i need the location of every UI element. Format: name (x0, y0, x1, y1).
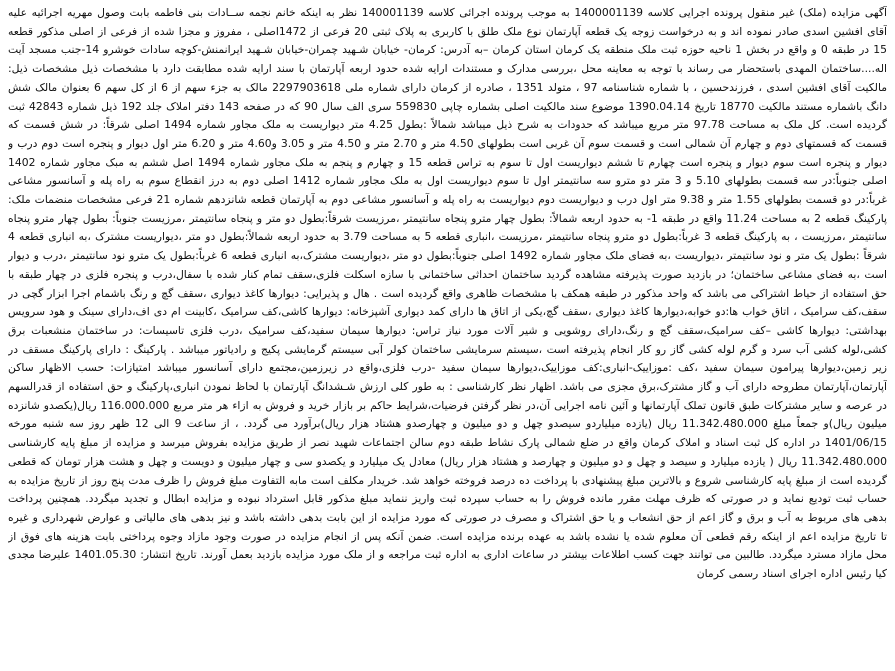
auction-notice-body: آگهی مزایده (ملک) غیر منقول پرونده اجرایی کلاسه 1400001139 به موجب پرونده اجرائی کلاسه 140001139 نظر به اینکه خانم نجمه ســادات بنی فاطمه بابت وصول مهریه اجرائیه علیه آقای افشین اسدی صادر نموده اند و به درخواست زوجه یک قطعه آپارتمان نوع ملک طلق با کاربری به پلاک ثبتی 20 فرعی از 1472اصلی ، مفروز و مجزا شده از فرعی از اصلی مذکور قطعه 15 در طبقه 0 و واقع در بخش 1 ناحیه حوزه ثبت ملک منطقه یک کرمان استان کرمان –به آدرس: کرمان- خیابان شـهید چمران-خیابان شـهید ایرانمنش-کوچه سادات خوشرو 14-جنب مسجد آیت اله....ساختمان المهدی باستحضار می رساند با توجه به معاینه محل ،بررسی مدارک و مستندات ارایه شده حدود اربعه آپارتمان با سند ارایه شده مطابقت دارد با مشخصات ذیل مشخصات ذیل: مالکیت آقای افشین اسدی ، فرزندحسین ، با شماره شناسنامه 97 ، متولد 1351 ، صادره از کرمان دارای شماره ملی 2297903618 مالک به جزء سهم از 6 از کل سهم 6 بعنوان مالک شش دانگ باشماره مستند مالکیت 18770 تاریخ 1390.04.14 موضوع سند مالکیت اصلی بشماره چاپی 559830 سری الف سال 90 که در صفحه 143 دفتر املاک جلد 192 ذیل شماره 42843 ثبت گردیده است. کل ملک به مساحت 97.78 متر مربع میباشد که حدودات به شرح ذیل میباشد شمالاً :بطول 4.25 متر دیواریست به ملک مجاور شماره 1494 اصلی شرقاً: در شش قسمت که قسمت که قسمتهای دوم و چهارم آن شمالی است و قسمت سوم آن غربی است بطولهای 4.50 متر و 2.70 متر و 4.50 متر و 3.05 و4.60 متر و 6.20 متر اول دیوار و پنجره است دوم درب و دیوار و پنجره است سوم دیوار و پنجره است چهارم تا ششم دیواریست اول تا سوم به تراس قطعه 15 و چهارم و پنجم به ملک مجاور شماره 1494 اصل ششم به مبک مجاور شماره 1402 اصلی جنوباً:در سه قسمت بطولهای 5.10 و 3 متر دو مترو سه سانتیمتر اول تا سوم دیواریست اول به ملک مجاور شماره 1412 اصلی دوم به درز انقطاع سوم به راه پله و آسانسور مشاعی غرباً:در دو قسمت بطولهای 1.55 متر و 9.38 متر اول درب و دیواریست دوم دیواریست به راه پله و آسانسور مشاعی دوم به آپارتمان قطعه شانزدهم شماره 21 فرعی مشخصات منضمات ملک: پارکینگ قطعه 2 به مساحت 11.24 واقع در طبقه 1- به حدود اربعه شمالاً: بطول چهار مترو پنجاه سانتیمتر ،مرزیست شرقاً:بطول دو متر و پنجاه سانتیمتر ،مرزیست جنوباً: بطول چهار مترو پنجاه سانتیمتر ،مرزیست ، به پارکینگ قطعه 3 غرباً:بطول دو مترو پنجاه سانتیمتر ،مرزیست ،انباری قطعه 5 به مساحت 3.79 به حدود اربعه شمالاً:بطول دو متر ،دیواریست مشترک ،به انباری قطعه 4 شرقاً :بطول یک متر و نود سانتیمتر ،دیواریست ،به فضای ملک مجاور شماره 1492 اصلی جنوباً:بطول دو متر ،دیواریست مشترک،به انباری قطعه 6 غرباً:بطول یک مترو نود سانتیمتر ،درب و دیوار است ،به فضای مشاعی ساختمان؛ در بازدید صورت پذیرفته مشاهده گردید ساختمان احداثی ساختمانی با سازه اسکلت فلزی،سقف تمام کنار شده با سفال،درب و پنجره فلزی در چهار طبقه با حق استفاده از حیاط اشتراکی می باشد که واحد مذکور در طبقه همکف با مشخصات ظاهری واقع گردیده است . هال و پذیرایی: دیوارها کاغذ دیواری ،سقف گچ و رنگ باشمام اجرا ابزار گچی در سقف،کف سرامیک ، اتاق خواب ها:دو خوابه،دیوارها کاغذ دیواری ،سقف گچ،یکی از اتاق ها دارای کمد دیواری آشپزخانه: دیوارها کاشی،کف سرامیک ،کابینت ام دی اف،دارای سینک و هود سرویس بهداشتی: دیوارها کاشی –کف سرامیک،سقف گچ و رنگ،دارای روشویی و شیر آلات مورد نیاز تراس: دیوارها سیمان سفید،کف سرامیک ،درب فلزی تاسیسات: در ساختمان منشعبات برق کشی،لوله کشی آب سرد و گرم لوله کشی گاز رو کار انجام پذیرفته است ،سیستم سرمایشی ساختمان کولر آبی سیستم گرمایشی پکیج و رادیاتور میباشد . پارکینگ : دارای پارکینگ مسقف در زیر زمین،دیوارها پیرامون سیمان سفید ،کف :موزاییک-انباری:کف موزاییک،دیوارها سیمان سفید -درب فلزی،واقع در زیرزمین،مجتمع دارای آسانسور میباشد امتیازات: حسب الاظهار ساکن آپارتمان،آپارتمان مطروحه دارای آب و گاز مشترک،برق مجزی می باشد. اظهار نظر کارشناسی : به طور کلی ارزش شـشدانگ آپارتمان با لحاظ نمودن انباری،پارکینگ و حق استفاده از قدرالسهم در عرصه و سایر مشترکات طبق قانون تملک آپارتمانها و آئین نامه اجرایی آن،در نظر گرفتن فرضیات،شرایط حاکم بر بازار خرید و فروش به ازاء هر متر مربع 116.000.000 ریال(یکصدو شانزده میلیون ریال)و جمعاً مبلغ 11.342.480.000 ریال (یازده میلیاردو سیصدو چهل و دو میلیون و چهارصدو هشتاد هزار ریال)برآورد می گردد. ، از ساعت 9 الی 12 ظهر روز سه شنبه مورخه 1401/06/15 در اداره کل ثبت اسناد و املاک کرمان واقع در ضلع شمالی پارک نشاط طبقه دوم سالن اجتماعات شهید نصر از طریق مزایده بفروش میرسد و مزایده از مبلغ پایه کارشناسی 11.342.480.000 ریال ( یازده میلیارد و سیصد و چهل و دو میلیون و چهارصد و هشتاد هزار ریال) معادل یک میلیارد و یکصدو سی و چهار میلیون و دویست و چهل و هشت هزار تومان که قطعی گردیده است از مبلغ پایه کارشناسی شروع و بالاترین مبلغ پیشنهادی با پرداخت ده درصد فروخته خواهد شد. خریدار مکلف است مابه التفاوت مبلغ فروش را ظرف مدت پنج روز از تاریخ مزایده به حساب ثبت تودیع نماید و در صورتی که ظرف مهلت مقرر مانده فروش را به حساب سپرده ثبت واریز ننماید مبلغ مذکور قابل استرداد نبوده و مزایده ابطال و تجدید میگردد. همچنین پرداخت بدهی های مربوط به آب و برق و گاز اعم از حق انشعاب و یا حق اشتراک و مصرف در صورتی که مورد مزایده از این بابت بدهی داشته باشد و نیز بدهی های مالیاتی و عوارض شهرداری و غیره تا تاریخ مزایده اعم از اینکه رقم قطعی آن معلوم شده یا نشده باشد به عهده برنده مزایده است. ضمن آنکه پس از انجام مزایده در صورت وجود مازاد وجوه پرداختی بابت هزینه های فوق از محل مازاد مسترد میگردد. طالبین می توانند جهت کسب اطلاعات بیشتر در ساعات اداری به اداره ثبت مراجعه و از ملک مورد مزایده بازدید بعمل آورند. تاریخ انتشار: 1401.05.30 علیرضا مجدی کیا رئیس اداره اجرای اسناد رسمی کرمان (8, 6, 887, 581)
